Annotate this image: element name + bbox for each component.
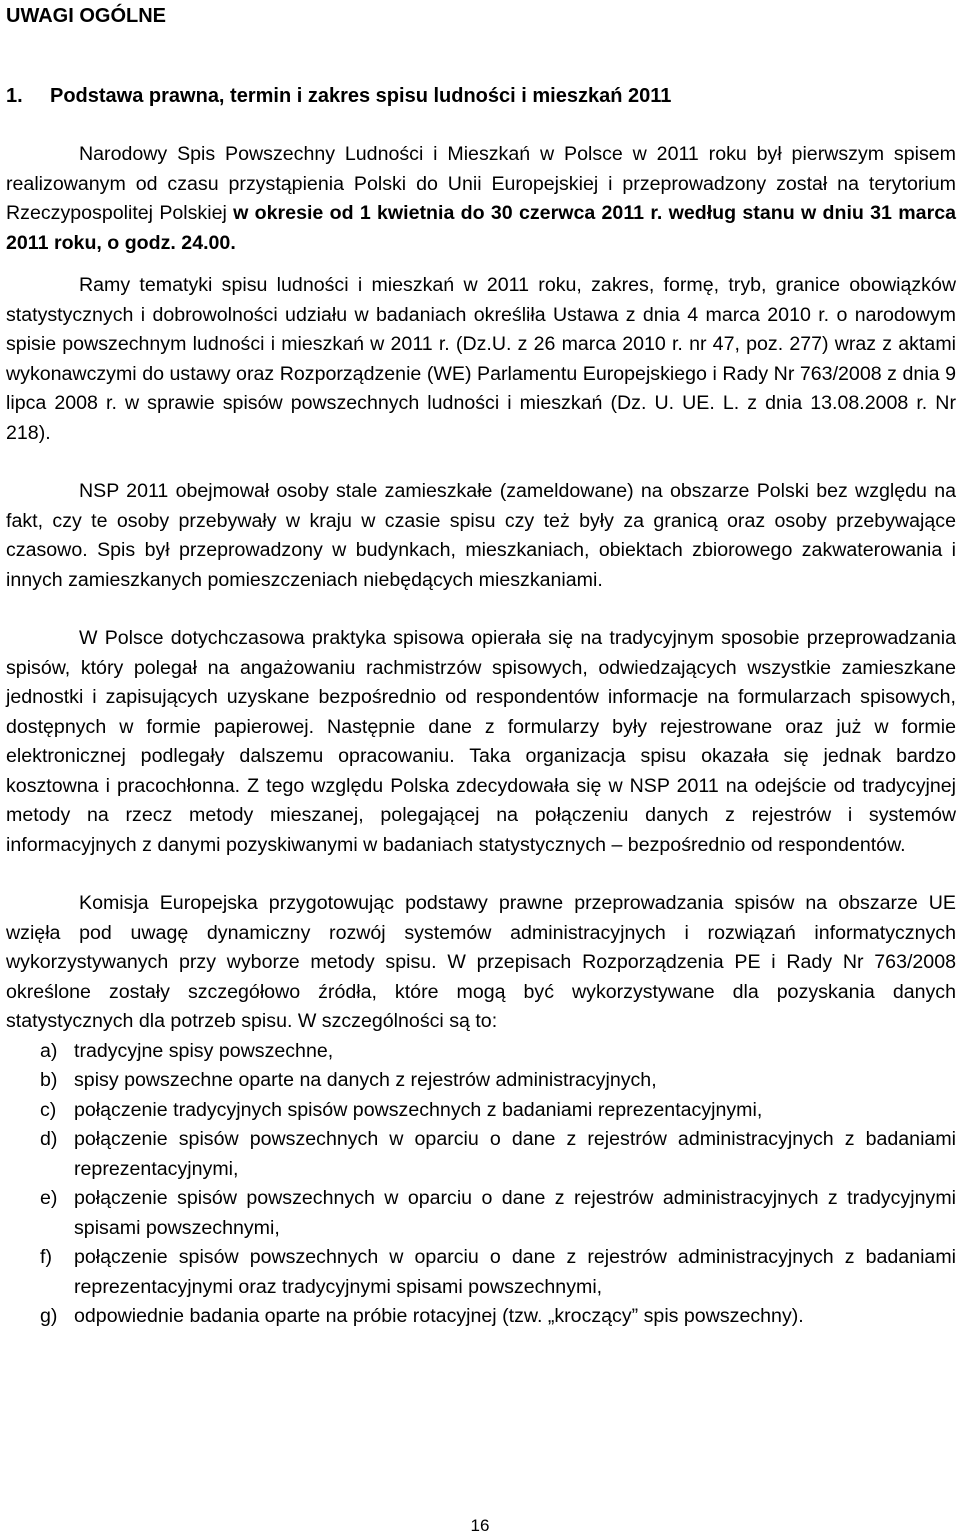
subsection-heading: [6, 82, 956, 110]
list-item-text: połączenie spisów powszechnych w oparciu o dane z rejestrów administracyjnych z badaniami reprezentacyjnymi,: [74, 1128, 956, 1180]
paragraph-legal-basis: Ramy tematyki spisu ludności i mieszkań w 2011 roku, zakres, formę, tryb, granice obowiązków statystycznych i dobrowolności udziału w badaniach określiła Ustawa z dnia 4 marca 2010 r. o narodowym spisie powszechnym ludności i mieszkań w 2011 r. (Dz.U. z 26 marca 2010 r. nr 47, poz. 277) wraz z aktami wykonawczymi do ustawy oraz Rozporządzenie (WE) Parlamentu Europejskiego i Rady Nr 763/2008 z dnia 9 lipca 2008 r. w sprawie spisów powszechnych ludności i mieszkań (Dz. U. UE. L. z dnia 13.08.2008 r. Nr 218).: [6, 274, 956, 444]
list-marker: c): [40, 1098, 57, 1121]
census-period-bold: w okresie od 1 kwietnia do 30 czerwca 2011 r. według stanu w dniu 31 marca 2011 roku, o godz. 24.00.: [6, 202, 956, 254]
section-title: UWAGI OGÓLNE: [6, 5, 166, 27]
list-item: [6, 1066, 956, 1096]
list-item: [6, 1302, 956, 1332]
list-item-text: połączenie spisów powszechnych w oparciu o dane z rejestrów administracyjnych z badaniami reprezentacyjnymi oraz tradycyjnymi spisami powszechnymi,: [74, 1246, 956, 1298]
paragraph-eu-regulation: Komisja Europejska przygotowując podstawy prawne przeprowadzania spisów na obszarze UE wzięła pod uwagę dynamiczny rozwój systemów administracyjnych i rozwiązań informatycznych wykorzystywanych przy wyborze metody spisu. W przepisach Rozporządzenia PE i Rady Nr 763/2008 określone zostały szczegółowo źródła, które mogą być wykorzystywane dla pozyskania danych statystycznych dla potrzeb spisu. W szczególności są to:: [6, 892, 956, 1032]
list-item: [6, 1125, 956, 1184]
subsection-title: Podstawa prawna, termin i zakres spisu ludności i mieszkań 2011: [50, 85, 672, 107]
list-marker: f): [40, 1246, 52, 1268]
list-marker: a): [40, 1039, 58, 1062]
list-item: [6, 1243, 956, 1302]
paragraph-census-overview-text: Narodowy Spis Powszechny Ludności i Mieszkań w Polsce w 2011 roku był pierwszym spisem realizowanym od czasu przystąpienia Polski do Unii Europejskiej i przeprowadzony został na terytorium Rzeczypospolitej Polskiej: [6, 143, 956, 224]
list-marker: e): [40, 1187, 58, 1209]
list-item: [6, 1184, 956, 1243]
list-marker: b): [40, 1069, 58, 1091]
list-item-text: tradycyjne spisy powszechne,: [74, 1039, 334, 1062]
list-item: [6, 1096, 956, 1126]
list-item-text: połączenie tradycyjnych spisów powszechnych z badaniami reprezentacyjnymi,: [74, 1098, 763, 1121]
list-item: [6, 1037, 956, 1067]
document-page: [6, 0, 956, 1332]
list-item-text: spisy powszechne oparte na danych z rejestrów administracyjnych,: [74, 1069, 657, 1091]
paragraph-census-method: W Polsce dotychczasowa praktyka spisowa opierała się na tradycyjnym sposobie przeprowadzania spisów, który polegał na angażowaniu rachmistrzów spisowych, odwiedzających wszystkie zamieszkane jednostki i zapisujących uzyskane bezpośrednio od respondentów informacje na formularzach spisowych, dostępnych w formie papierowej. Następnie dane z formularzy były rejestrowane oraz już w formie elektronicznej podlegały dalszemu opracowaniu. Taka organizacja spisu okazała się jednak bardzo kosztowna i pracochłonna. Z tego względu Polska zdecydowała się w NSP 2011 na odejście od tradycyjnej metody na rzecz metody mieszanej, polegającej na połączeniu danych z rejestrów i systemów informacyjnych z danymi pozyskiwanymi w badaniach statystycznych – bezpośrednio od respondentów.: [6, 627, 956, 856]
list-item-text: odpowiednie badania oparte na próbie rotacyjnej (tzw. „kroczący” spis powszechny).: [74, 1305, 804, 1327]
paragraph-census-scope: NSP 2011 obejmował osoby stale zamieszkałe (zameldowane) na obszarze Polski bez względu na fakt, czy te osoby przebywały w kraju w czasie spisu czy też były za granicą oraz osoby przebywające czasowo. Spis był przeprowadzony w budynkach, mieszkaniach, obiektach zbiorowego zakwaterowania i innych zamieszkanych pomieszczeniach niebędących mieszkaniami.: [6, 480, 956, 591]
subsection-number: 1.: [6, 85, 23, 107]
page-number: 16: [470, 1516, 490, 1535]
list-item-text: połączenie spisów powszechnych w oparciu o dane z rejestrów administracyjnych z tradycyjnymi spisami powszechnymi,: [74, 1187, 956, 1239]
list-marker: g): [40, 1305, 58, 1327]
list-marker: d): [40, 1128, 58, 1150]
paragraph-census-overview: [6, 140, 956, 258]
data-sources-list: [6, 1037, 956, 1332]
